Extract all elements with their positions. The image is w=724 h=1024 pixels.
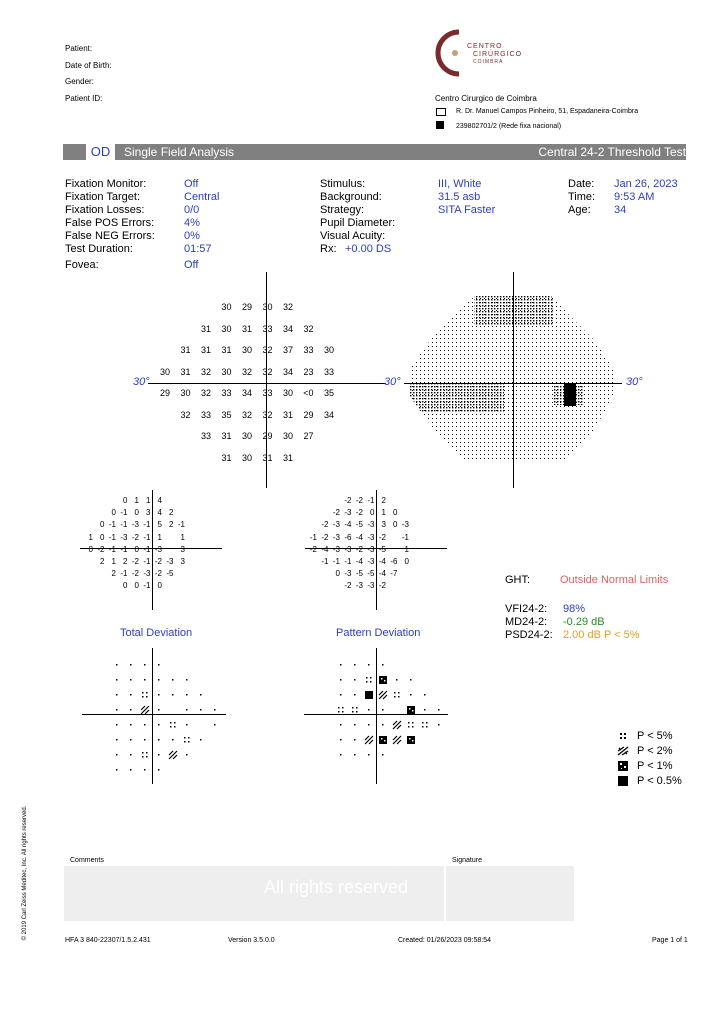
total-deviation-value: -1 — [120, 508, 128, 518]
param-value: 0% — [184, 230, 200, 242]
param-label: False POS Errors: — [65, 217, 155, 229]
param-value: 0/0 — [184, 204, 200, 216]
threshold-value: 31 — [241, 323, 252, 334]
pattern-deviation-value: -2 — [355, 508, 363, 518]
grayscale-axis-label: 30° — [626, 376, 643, 388]
rx-value: +0.00 DS — [345, 243, 392, 255]
total-deviation-value: -3 — [166, 557, 174, 566]
total-deviation-value: -1 — [120, 569, 128, 579]
threshold-value: 29 — [262, 431, 273, 441]
legend-row — [617, 760, 673, 772]
total-deviation-title: Total Deviation — [120, 627, 193, 639]
p2-symbol-icon — [617, 746, 629, 756]
total-deviation-value: -1 — [143, 544, 151, 554]
vfi-value: 98% — [563, 603, 586, 615]
md-value: -0.29 dB — [563, 616, 605, 628]
total-deviation-value: -3 — [131, 520, 139, 530]
threshold-value: 30 — [241, 345, 252, 355]
total-prob-normal-icon — [126, 762, 136, 780]
threshold-value: 30 — [241, 452, 252, 463]
total-deviation-value: 2 — [169, 520, 174, 530]
pattern-prob-p2-icon — [392, 732, 402, 750]
total-deviation-value: 0 — [111, 508, 116, 518]
threshold-value: 31 — [180, 366, 191, 377]
pattern-deviation-value: -3 — [344, 508, 352, 518]
total-deviation-value: 2 — [111, 569, 116, 579]
pattern-deviation-value: -3 — [332, 544, 340, 554]
param-value: III, White — [438, 178, 482, 190]
threshold-value: 34 — [241, 388, 252, 398]
total-deviation-value: 2 — [169, 508, 174, 518]
pattern-deviation-value: -2 — [332, 508, 340, 518]
total-deviation-value: 0 — [134, 508, 139, 518]
param-label: Test Duration: — [65, 243, 133, 255]
total-deviation-value: 0 — [123, 581, 128, 591]
pattern-deviation-value: -2 — [378, 532, 386, 542]
pattern-deviation-value: -2 — [355, 544, 363, 554]
total-deviation-value: 0 — [157, 581, 162, 591]
total-deviation-value: 0 — [88, 544, 93, 554]
total-deviation-value: 1 — [88, 532, 93, 542]
grayscale-map — [404, 290, 622, 470]
param-value: 9:53 AM — [614, 191, 655, 203]
param-label: Time: — [568, 191, 596, 203]
logo-text-3: COIMBRA — [473, 59, 504, 65]
ght-label: GHT: — [505, 574, 531, 586]
footer-created: Created: 01/26/2023 09:58:54 — [398, 937, 492, 944]
p1-symbol-icon — [617, 761, 629, 771]
param-label: Age: — [568, 204, 591, 216]
threshold-value: 32 — [200, 388, 211, 398]
total-deviation-value: -3 — [154, 544, 162, 554]
total-deviation-value: -1 — [120, 520, 128, 530]
clinic-logo — [435, 28, 545, 83]
threshold-value: 33 — [200, 431, 211, 441]
psd-value: 2.00 dB P < 5% — [563, 629, 640, 641]
pattern-deviation-value: -1 — [367, 496, 375, 505]
pattern-deviation-value: -6 — [390, 557, 398, 566]
legend-row — [617, 730, 673, 742]
legend-label: P < 2% — [637, 745, 673, 757]
pattern-prob-normal-icon — [434, 717, 444, 735]
total-prob-normal-icon — [182, 747, 192, 765]
threshold-value: 32 — [262, 409, 273, 420]
pattern-deviation-value: -5 — [355, 520, 363, 530]
total-deviation-value: -2 — [131, 532, 139, 542]
param-label: Pupil Diameter: — [320, 217, 396, 229]
pattern-deviation-value: -1 — [309, 532, 317, 542]
pattern-deviation-value: 0 — [404, 557, 409, 566]
param-label: Visual Acuity: — [320, 230, 386, 242]
pattern-deviation-value: -1 — [401, 532, 409, 542]
param-value: 01:57 — [184, 243, 212, 255]
total-deviation-value: 2 — [123, 557, 128, 566]
legend-row — [617, 775, 682, 787]
threshold-value: 33 — [262, 388, 273, 398]
total-deviation-value: 1 — [134, 496, 139, 505]
total-prob-normal-icon — [210, 717, 220, 735]
pattern-prob-p5-icon — [420, 717, 430, 735]
total-deviation-value: 0 — [100, 532, 105, 542]
analysis-title: Single Field Analysis — [124, 145, 235, 159]
pattern-deviation-value: -3 — [332, 520, 340, 530]
total-deviation-value: 1 — [180, 532, 185, 542]
pattern-deviation-value: -2 — [355, 496, 363, 505]
threshold-value: 33 — [303, 345, 314, 355]
pattern-deviation-value: -3 — [367, 544, 375, 554]
p05-symbol-icon — [617, 776, 629, 786]
total-deviation-value: 0 — [134, 544, 139, 554]
legend-label: P < 1% — [637, 760, 673, 772]
threshold-value: 31 — [221, 452, 232, 463]
total-deviation-value: -1 — [143, 532, 151, 542]
footer-version: Version 3.5.0.0 — [228, 937, 275, 944]
legend-row — [617, 745, 673, 757]
pattern-deviation-value: -3 — [332, 532, 340, 542]
pattern-deviation-value: 1 — [381, 508, 386, 518]
threshold-value: 37 — [282, 345, 293, 355]
total-deviation-value: -3 — [143, 569, 151, 579]
threshold-value: 29 — [241, 302, 252, 312]
pattern-deviation-value: 2 — [381, 496, 386, 505]
total-deviation-value: -2 — [131, 557, 139, 566]
psd-label: PSD24-2: — [505, 629, 553, 641]
total-deviation-value: 3 — [180, 544, 185, 554]
pattern-deviation-value: -3 — [344, 569, 352, 579]
watermark-line-2: All rights reserved — [264, 877, 409, 897]
patient-label: Patient: — [65, 44, 93, 53]
pattern-deviation-value: -3 — [355, 581, 363, 591]
pattern-deviation-value: 1 — [404, 544, 409, 554]
total-deviation-value: -2 — [97, 544, 105, 554]
param-value: Jan 26, 2023 — [614, 178, 678, 190]
pattern-prob-normal-icon — [364, 747, 374, 765]
pattern-deviation-value: -1 — [344, 557, 352, 566]
threshold-value: 35 — [221, 409, 232, 420]
pattern-deviation-value: 0 — [370, 508, 375, 518]
total-deviation-value: -1 — [143, 520, 151, 530]
legend-label: P < 0.5% — [637, 775, 682, 787]
param-value: SITA Faster — [438, 204, 496, 216]
pattern-deviation-value: -5 — [355, 569, 363, 579]
threshold-value: 30 — [159, 366, 170, 377]
total-deviation-value: 1 — [157, 532, 162, 542]
threshold-value: 30 — [323, 345, 334, 355]
md-label: MD24-2: — [505, 616, 548, 628]
pattern-prob-normal-icon — [378, 747, 388, 765]
total-deviation-value: -1 — [108, 532, 116, 542]
param-label: Fixation Losses: — [65, 204, 145, 216]
threshold-value: 30 — [221, 323, 232, 334]
pattern-prob-p1-icon — [406, 732, 416, 750]
total-deviation-value: 1 — [146, 496, 151, 505]
pattern-deviation-value: -4 — [378, 557, 386, 566]
tdp-v-axis — [152, 648, 153, 784]
param-label: Background: — [320, 191, 382, 203]
threshold-value: <0 — [303, 388, 314, 398]
threshold-value: 30 — [221, 366, 232, 377]
threshold-h-axis — [148, 383, 386, 384]
threshold-value: 32 — [241, 409, 252, 420]
total-deviation-value: 3 — [146, 508, 151, 518]
threshold-value: 31 — [180, 345, 191, 355]
p5-symbol-icon — [617, 731, 629, 741]
pattern-deviation-value: -4 — [378, 569, 386, 579]
pattern-prob-p5-icon — [392, 687, 402, 705]
param-value: Off — [184, 178, 199, 190]
total-deviation-value: -2 — [154, 557, 162, 566]
pdp-v-axis — [376, 648, 377, 784]
threshold-value: 31 — [262, 452, 273, 463]
total-prob-normal-icon — [140, 762, 150, 780]
footer-page: Page 1 of 1 — [652, 937, 688, 944]
test-title: Central 24-2 Threshold Test — [538, 145, 686, 159]
threshold-value: 30 — [282, 431, 293, 441]
threshold-value: 32 — [282, 302, 293, 312]
pattern-deviation-value: -2 — [321, 532, 329, 542]
param-value: 31.5 asb — [438, 191, 481, 203]
param-label: Date: — [568, 178, 595, 190]
threshold-value: 31 — [200, 323, 211, 334]
threshold-value: 31 — [221, 345, 232, 355]
logo-text-1: CENTRO — [467, 43, 503, 50]
fovea-value: Off — [184, 259, 199, 271]
clinic-name: Centro Cirurgico de Coimbra — [435, 94, 537, 103]
threshold-value: 30 — [180, 388, 191, 398]
threshold-value: 34 — [282, 323, 293, 334]
threshold-value: 33 — [200, 409, 211, 420]
total-deviation-value: -3 — [120, 532, 128, 542]
pattern-deviation-value: -2 — [378, 581, 386, 591]
total-deviation-value: -2 — [131, 569, 139, 579]
copyright-vertical: © 2019 Carl Zeiss Meditec, Inc. All rights reserved. — [22, 805, 28, 941]
total-prob-normal-icon — [196, 702, 206, 720]
threshold-value: 23 — [303, 366, 314, 377]
param-label: Stimulus: — [320, 178, 366, 190]
pattern-deviation-value: -2 — [309, 544, 317, 554]
threshold-value: 34 — [282, 366, 293, 377]
threshold-value: 30 — [241, 431, 252, 441]
total-deviation-value: 1 — [111, 557, 116, 566]
threshold-value: 31 — [221, 431, 232, 441]
pattern-deviation-value: -4 — [355, 557, 363, 566]
pattern-deviation-value: -4 — [344, 520, 352, 530]
total-deviation-value: 0 — [134, 581, 139, 591]
threshold-value: 35 — [323, 388, 334, 398]
total-deviation-value: -1 — [108, 544, 116, 554]
pattern-deviation-value: -3 — [344, 544, 352, 554]
pattern-deviation-value: -2 — [344, 581, 352, 591]
watermark-line-1: © 2019 Carl Zeiss Meditec, Inc. — [180, 848, 432, 868]
total-deviation-value: -2 — [154, 569, 162, 579]
grayscale-blind-spot — [564, 384, 576, 406]
total-deviation-value: -1 — [143, 557, 151, 566]
threshold-value: 33 — [262, 323, 273, 334]
signature-box[interactable] — [446, 866, 574, 921]
pattern-deviation-value: -1 — [332, 557, 340, 566]
pattern-deviation-value: -3 — [401, 520, 409, 530]
threshold-value: 33 — [323, 366, 334, 377]
threshold-axis-label-left: 30° — [133, 376, 150, 388]
total-deviation-value: 0 — [123, 496, 128, 505]
pattern-deviation-value: -2 — [344, 496, 352, 505]
param-label: Fixation Monitor: — [65, 178, 147, 190]
pattern-deviation-value: -5 — [367, 569, 375, 579]
pattern-deviation-value: 0 — [393, 520, 398, 530]
total-deviation-value: -5 — [166, 569, 174, 579]
total-deviation-value: -1 — [120, 544, 128, 554]
logo-text-2: CIRÚRGICO — [473, 51, 523, 58]
pattern-deviation-value: -4 — [355, 532, 363, 542]
pattern-prob-normal-icon — [336, 747, 346, 765]
footer-model: HFA 3 840-22307/1.5.2.431 — [65, 937, 151, 944]
legend-label: P < 5% — [637, 730, 673, 742]
total-deviation-value: -1 — [143, 581, 151, 591]
gender-label: Gender: — [65, 77, 94, 86]
phone-icon — [436, 121, 444, 129]
threshold-value: 33 — [221, 388, 232, 398]
logo-mark-icon — [435, 28, 465, 78]
pattern-deviation-value: -3 — [367, 532, 375, 542]
pattern-prob-normal-icon — [350, 747, 360, 765]
pattern-deviation-value: -3 — [367, 581, 375, 591]
threshold-value: 30 — [221, 302, 232, 312]
total-deviation-value: 0 — [100, 520, 105, 530]
pattern-deviation-value: 0 — [393, 508, 398, 518]
total-prob-p2-icon — [168, 747, 178, 765]
threshold-value: 31 — [282, 409, 293, 420]
clinic-phone: 239802701/2 (Rede fixa nacional) — [456, 123, 562, 130]
pattern-deviation-value: 0 — [335, 569, 340, 579]
total-deviation-value: 2 — [100, 557, 105, 566]
threshold-value: 32 — [262, 366, 273, 377]
total-deviation-value: 5 — [157, 520, 162, 530]
comments-label: Comments — [70, 857, 104, 864]
param-value: 34 — [614, 204, 627, 216]
threshold-value: 30 — [262, 302, 273, 312]
threshold-value: 31 — [200, 345, 211, 355]
param-label: Strategy: — [320, 204, 365, 216]
total-prob-normal-icon — [154, 762, 164, 780]
patient-id-label: Patient ID: — [65, 94, 103, 103]
threshold-axis-label-right: 30° — [384, 376, 401, 388]
pattern-deviation-value: 3 — [381, 520, 386, 530]
threshold-value: 29 — [159, 388, 170, 398]
threshold-value: 34 — [323, 409, 334, 420]
pattern-deviation-value: -6 — [344, 532, 352, 542]
vfi-label: VFI24-2: — [505, 603, 548, 615]
total-deviation-value: 4 — [157, 496, 162, 505]
threshold-value: 30 — [282, 388, 293, 398]
rx-label: Rx: — [320, 243, 337, 255]
pattern-deviation-value: -3 — [367, 557, 375, 566]
pattern-deviation-value: -1 — [321, 557, 329, 566]
fovea-label: Fovea: — [65, 259, 99, 271]
pattern-deviation-value: -5 — [378, 544, 386, 554]
threshold-value: 27 — [303, 431, 314, 441]
eye-indicator: OD — [86, 144, 115, 160]
param-label: Fixation Target: — [65, 191, 141, 203]
param-value: 4% — [184, 217, 200, 229]
threshold-value: 32 — [262, 345, 273, 355]
dob-label: Date of Birth: — [65, 61, 112, 70]
pattern-deviation-value: -4 — [321, 544, 329, 554]
total-prob-normal-icon — [168, 687, 178, 705]
threshold-value: 31 — [282, 452, 293, 463]
envelope-icon — [436, 108, 446, 116]
pattern-deviation-value: -2 — [321, 520, 329, 530]
pattern-deviation-title: Pattern Deviation — [336, 627, 421, 639]
threshold-value: 29 — [303, 409, 314, 420]
threshold-value: 32 — [180, 409, 191, 420]
total-deviation-value: -1 — [177, 520, 185, 530]
total-prob-normal-icon — [112, 762, 122, 780]
threshold-value: 32 — [200, 366, 211, 377]
param-label: False NEG Errors: — [65, 230, 155, 242]
total-deviation-value: 3 — [180, 557, 185, 566]
pattern-deviation-value: -3 — [367, 520, 375, 530]
pattern-deviation-value: -7 — [390, 569, 398, 579]
total-deviation-value: 4 — [157, 508, 162, 518]
threshold-value: 32 — [241, 366, 252, 377]
param-value: Central — [184, 191, 220, 203]
total-deviation-value: -1 — [108, 520, 116, 530]
signature-label: Signature — [452, 857, 482, 864]
clinic-address: R. Dr. Manuel Campos Pinheiro, 51, Espadaneira-Coimbra — [456, 108, 639, 115]
threshold-value: 32 — [303, 323, 314, 334]
ght-value: Outside Normal Limits — [560, 574, 669, 586]
total-prob-normal-icon — [196, 732, 206, 750]
